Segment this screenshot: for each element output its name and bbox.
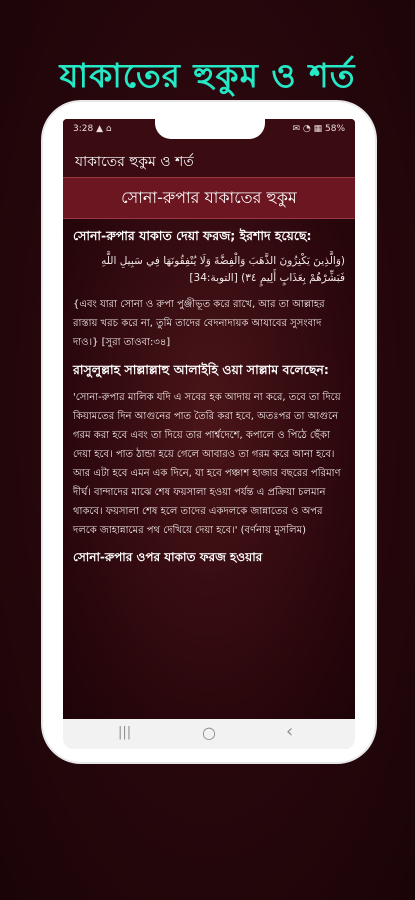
home-icon[interactable]: ○ (202, 723, 216, 742)
camera-notch (155, 119, 265, 139)
system-nav-bar (63, 719, 355, 749)
notification-icons: ▲ ⌂ (96, 124, 112, 134)
article-content[interactable] (63, 219, 355, 719)
status-time: 3:28 ▲ ⌂ (73, 124, 112, 134)
article-heading: সোনা-রুপার যাকাত দেয়া ফরজ; ইরশাদ হয়েছে: (73, 228, 312, 243)
status-icons: ✉ ◔ ▦ 58% (292, 124, 345, 134)
recents-icon[interactable]: ||| (118, 725, 132, 740)
hadith-text: 'সোনা-রুপার মালিক যদি এ সবের হক আদায় না করে, তবে তা দিয়ে কিয়ামতের দিন আগুনের পাত তৈরি করা হবে, অতঃপর তা আগুনে গরম করা হবে এবং তা দিয়ে তার পার্শ্বদেশে, কপালে ও পিঠে ছেঁকা দেয়া হবে। পাত ঠান্ডা হয়ে গেলে আবারও তা গরম করে আনা হবে। আর এটা হবে এমন এক দিনে, যা হবে পঞ্চাশ হাজার বছরের পরিমাণ দীর্ঘ। বান্দাদের মাঝে শেষ ফয়সালা হওয়া পর্যন্ত এ প্রক্রিয়া চলমান থাকবে। ফয়সালা শেষ হলে তাদের একদলকে জান্নাতের ও অপর দলকে জাহান্নামের পথ দেখিয়ে দেয়া হবে।' (বর্ণনায় মুসলিম) (73, 392, 341, 536)
section-title: সোনা-রুপার যাকাতের হুকুম (63, 177, 355, 219)
phone-frame (43, 102, 375, 762)
next-section-heading: সোনা-রুপার ওপর যাকাত ফরজ হওয়ার (73, 550, 263, 564)
app-screen (63, 119, 355, 719)
promo-title: যাকাতের হুকুম ও শর্ত (59, 56, 356, 95)
app-title: যাকাতের হুকুম ও শর্ত (75, 154, 194, 170)
verse-translation: {এবং যারা সোনা ও রুপা পুঞ্জীভূত করে রাখে, আর তা আল্লাহর রাস্তায় খরচ করে না, তুমি তাদের বেদনাদায়ক আযাবের সুসংবাদ দাও।} [সুরা তাওবা:৩৪] (73, 299, 325, 348)
app-bar (63, 141, 355, 177)
arabic-verse: (وَالَّذِينَ يَكْنِزُونَ الذَّهَبَ وَالْفِضَّةَ وَلَا يُنْفِقُونَهَا فِي سَبِيلِ اللَّهِ فَبَشِّرْهُمْ بِعَذَابٍ أَلِيمٍ ٣٤) [التوبة:34] (101, 255, 345, 284)
back-icon[interactable]: ‹ (286, 721, 294, 742)
hadith-heading: রাসুলুল্লাহ সাল্লাল্লাহু আলাইহি ওয়া সাল্লাম বলেছেন: (73, 362, 329, 377)
